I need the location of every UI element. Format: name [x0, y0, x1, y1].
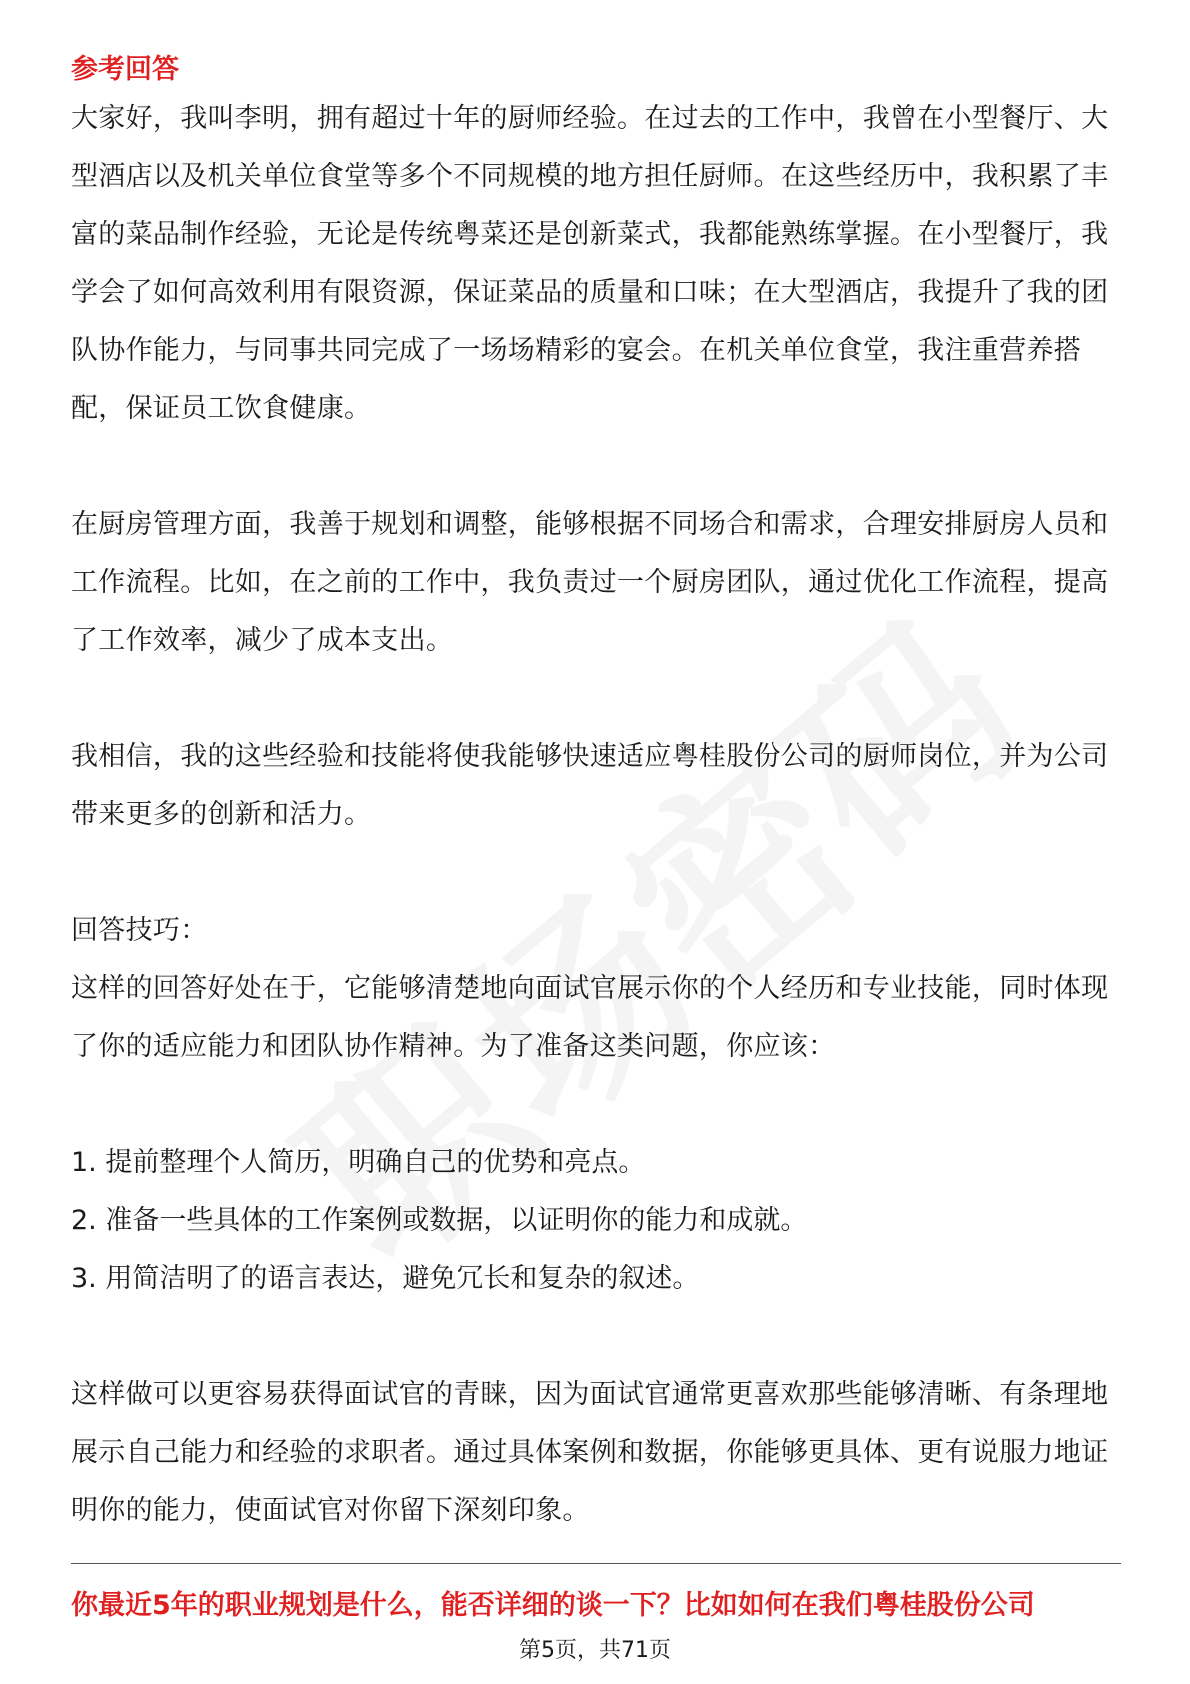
page-footer: 第5页，共71页: [519, 1638, 671, 1663]
reference-paragraph: 大家好，我叫李明，拥有超过十年的厨师经验。在过去的工作中，我曾在小型餐厅、大型酒店以及机关单位食堂等多个不同规模的地方担任厨师。在这些经历中，我积累了丰富的菜品制作经验，无论是传统粤菜还是创新菜式，我都能熟练掌握。在小型餐厅，我学会了如何高效利用有限资源，保证菜品的质量和口味；在大型酒店，我提升了我的团队协作能力，与同事共同完成了一场场精彩的宴会。在机关单位食堂，我注重营养搭配，保证员工饮食健康。: [71, 103, 1109, 424]
tips-list-item: 3. 用简洁明了的语言表达，避免冗长和复杂的叙述。: [71, 1263, 700, 1294]
tips-intro: 这样的回答好处在于，它能够清楚地向面试官展示你的个人经历和专业技能，同时体现了你的适应能力和团队协作精神。为了准备这类问题，你应该：: [71, 973, 1109, 1062]
next-question: 你最近5年的职业规划是什么，能否详细的谈一下？比如如何在我们粤桂股份公司: [71, 1590, 1035, 1621]
spacer: [71, 1076, 1121, 1134]
tips-list-item: 1. 提前整理个人简历，明确自己的优势和亮点。: [71, 1147, 646, 1178]
tips-conclusion: 这样做可以更容易获得面试官的青睐，因为面试官通常更喜欢那些能够清晰、有条理地展示自己能力和经验的求职者。通过具体案例和数据，你能够更具体、更有说服力地证明你的能力，使面试官对你留下深刻印象。: [71, 1379, 1109, 1526]
page-content: [71, 50, 1121, 1540]
tips-heading: 回答技巧：: [71, 915, 208, 946]
reference-heading: 参考回答: [71, 54, 179, 85]
spacer: [71, 844, 1121, 902]
reference-paragraph: 我相信，我的这些经验和技能将使我能够快速适应粤桂股份公司的厨师岗位，并为公司带来更多的创新和活力。: [71, 741, 1109, 830]
section-divider: [71, 1563, 1121, 1564]
reference-paragraph: 在厨房管理方面，我善于规划和调整，能够根据不同场合和需求，合理安排厨房人员和工作流程。比如，在之前的工作中，我负责过一个厨房团队，通过优化工作流程，提高了工作效率，减少了成本支出。: [71, 509, 1109, 656]
tips-list-item: 2. 准备一些具体的工作案例或数据，以证明你的能力和成就。: [71, 1205, 808, 1236]
spacer: [71, 1308, 1121, 1366]
spacer: [71, 438, 1121, 496]
spacer: [71, 670, 1121, 728]
